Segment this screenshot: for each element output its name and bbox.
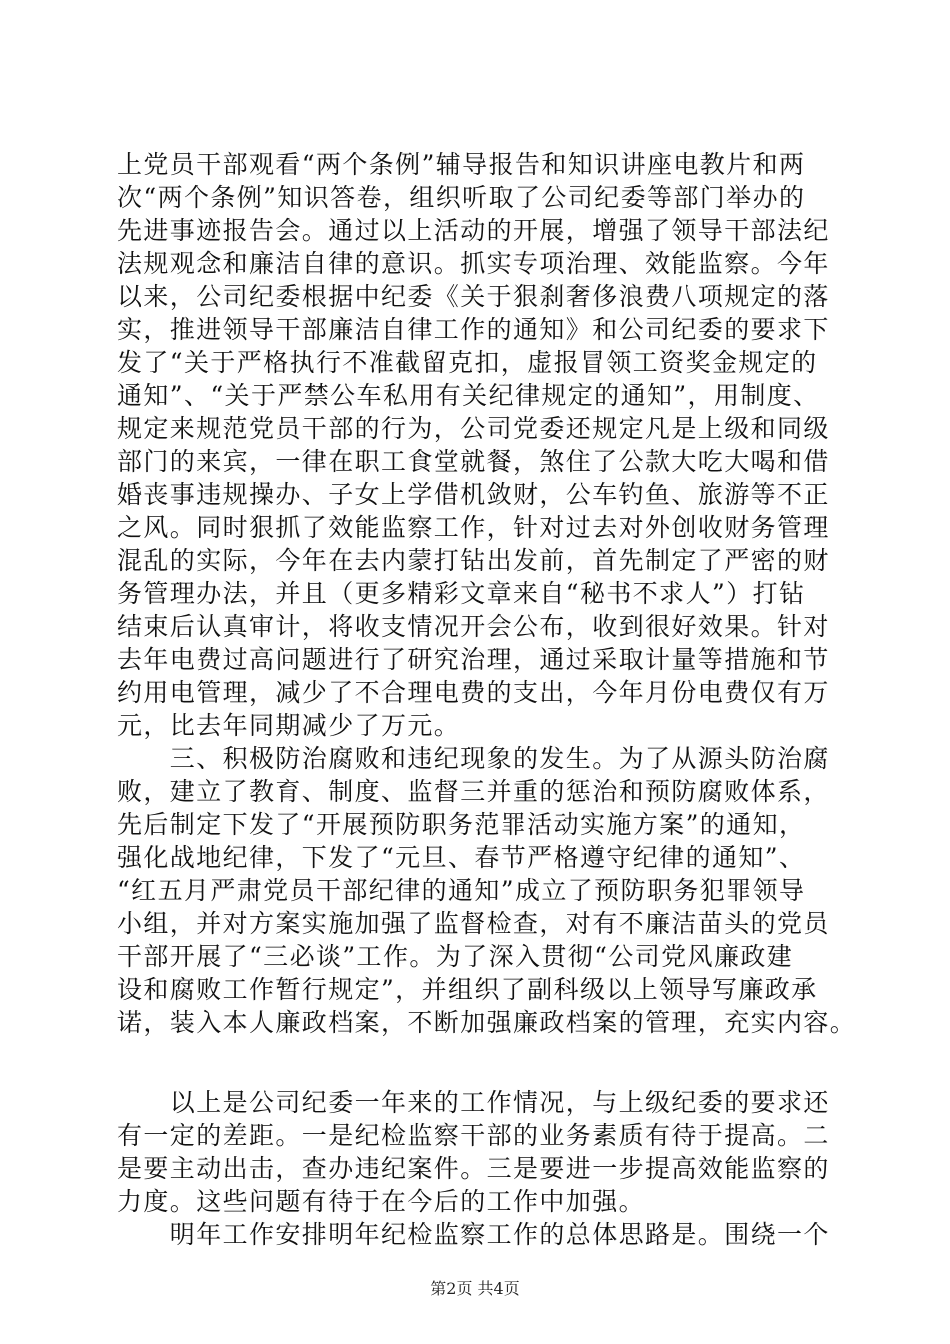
- text-line: “红五月严肃党员干部纪律的通知”成立了预防职务犯罪领导: [117, 876, 806, 905]
- text-line: 设和腐败工作暂行规定”，并组织了副科级以上领导写廉政承: [117, 975, 818, 1004]
- text-line: 先进事迹报告会。通过以上活动的开展，增强了领导干部法纪: [117, 216, 830, 245]
- text-line: 干部开展了“三必谈”工作。为了深入贯彻“公司党风廉政建: [117, 942, 794, 971]
- text-line: 之风。同时狠抓了效能监察工作，针对过去对外创收财务管理: [117, 513, 830, 542]
- text-line: 实，推进领导干部廉洁自律工作的通知》和公司纪委的要求下: [117, 315, 830, 344]
- paragraph: [117, 148, 857, 742]
- text-line: 上党员干部观看“两个条例”辅导报告和知识讲座电教片和两: [117, 150, 806, 179]
- text-line: 以来，公司纪委根据中纪委《关于狠刹奢侈浪费八项规定的落: [117, 282, 830, 311]
- text-line: 以上是公司纪委一年来的工作情况，与上级纪委的要求还: [117, 1088, 830, 1117]
- text-line: 有一定的差距。一是纪检监察干部的业务素质有待于提高。二: [117, 1121, 830, 1150]
- text-line: 明年工作安排明年纪检监察工作的总体思路是。围绕一个: [117, 1220, 830, 1249]
- text-line: 约用电管理，减少了不合理电费的支出，今年月份电费仅有万: [117, 678, 830, 707]
- text-line: 去年电费过高问题进行了研究治理，通过采取计量等措施和节: [117, 645, 830, 674]
- text-line: 法规观念和廉洁自律的意识。抓实专项治理、效能监察。今年: [117, 249, 830, 278]
- text-line: 先后制定下发了“开展预防职务范罪活动实施方案”的通知，: [117, 810, 806, 839]
- paragraph: [117, 742, 857, 1039]
- text-line: 务管理办法，并且（更多精彩文章来自“秘书不求人”）打钻: [117, 579, 806, 608]
- text-line: 通知”、“关于严禁公车私用有关纪律规定的通知”，用制度、: [117, 381, 820, 410]
- paragraph: [117, 1218, 857, 1251]
- text-line: 小组，并对方案实施加强了监督检查，对有不廉洁苗头的党员: [117, 909, 830, 938]
- text-line: 强化战地纪律，下发了“元旦、春节严格遵守纪律的通知”、: [117, 843, 806, 872]
- text-line: 次“两个条例”知识答卷，组织听取了公司纪委等部门举办的: [117, 183, 806, 212]
- text-line: 规定来规范党员干部的行为，公司党委还规定凡是上级和同级: [117, 414, 830, 443]
- text-line: 是要主动出击，查办违纪案件。三是要进一步提高效能监察的: [117, 1154, 830, 1183]
- text-line: 结束后认真审计，将收支情况开会公布，收到很好效果。针对: [117, 612, 830, 641]
- paragraph-spacer: [117, 1039, 857, 1086]
- text-line: 三、积极防治腐败和违纪现象的发生。为了从源头防治腐: [117, 744, 830, 773]
- text-line: 婚丧事违规操办、子女上学借机敛财，公车钓鱼、旅游等不正: [117, 480, 830, 509]
- text-line: 发了“关于严格执行不准截留克扣，虚报冒领工资奖金规定的: [117, 348, 818, 377]
- text-line: 诺，装入本人廉政档案，不断加强廉政档案的管理，充实内容。: [117, 1008, 857, 1037]
- text-line: 元，比去年同期减少了万元。: [117, 711, 461, 740]
- text-line: 部门的来宾，一律在职工食堂就餐，煞住了公款大吃大喝和借: [117, 447, 830, 476]
- text-line: 混乱的实际，今年在去内蒙打钻出发前，首先制定了严密的财: [117, 546, 830, 575]
- text-line: 力度。这些问题有待于在今后的工作中加强。: [117, 1187, 646, 1216]
- text-line: 败，建立了教育、制度、监督三并重的惩治和预防腐败体系，: [117, 777, 830, 806]
- document-body: [117, 148, 857, 1251]
- page-number-footer: 第2页 共4页: [430, 1279, 520, 1298]
- paragraph: [117, 1086, 857, 1218]
